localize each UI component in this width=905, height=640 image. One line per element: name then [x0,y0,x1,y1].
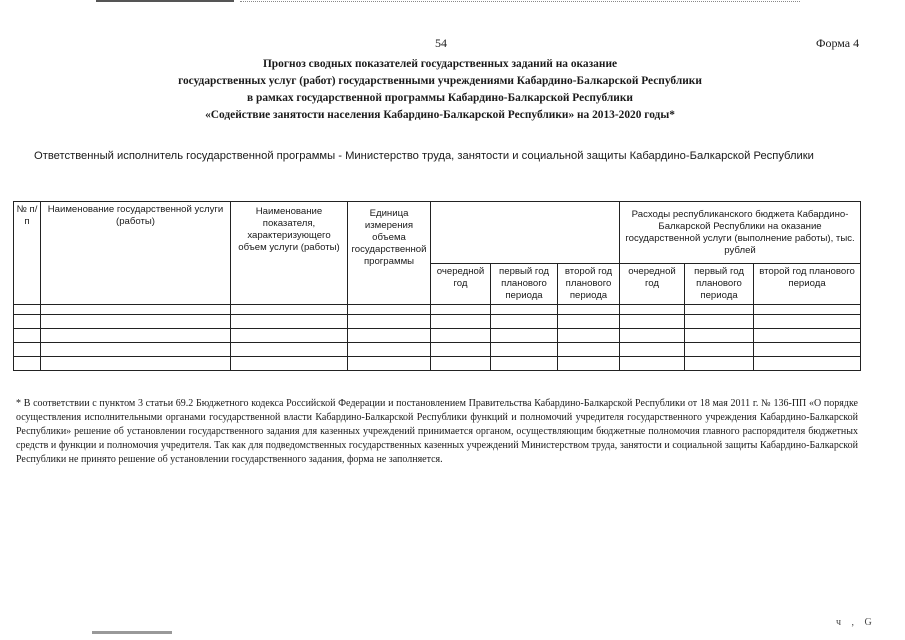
table-cell [491,343,558,357]
form-label: Форма 4 [816,36,860,50]
title-line-3: в рамках государственной программы Кабардино-Балкарской Республики [247,92,633,104]
table-cell [431,343,491,357]
table-cell [348,305,431,315]
table-cell [348,357,431,371]
table-header-row-1 [14,202,861,264]
header-unit: Единица измерения объема государственной программы [348,202,431,305]
table-cell [41,305,231,315]
table-cell [41,343,231,357]
header-indicator-name: Наименование показателя, характеризующего объем услуги (работы) [231,202,348,305]
table-cell [685,315,754,329]
table-cell [431,305,491,315]
table-cell [431,357,491,371]
table-cell [14,305,41,315]
table-cell [14,315,41,329]
table-cell [754,305,861,315]
table-cell [14,343,41,357]
header-volume-group [431,202,620,264]
table-cell [558,305,620,315]
header-expense-first-plan-year: первый год планового периода [685,264,754,305]
table-cell [754,357,861,371]
header-expense-current-year: очередной год [620,264,685,305]
header-volume-current-year: очередной год [431,264,491,305]
header-volume-second-plan-year: второй год планового периода [558,264,620,305]
table-row [14,329,861,343]
table-cell [41,329,231,343]
table-cell [231,305,348,315]
title-line-4: «Содействие занятости населения Кабардино-Балкарской Республики» на 2013-2020 годы* [205,109,675,121]
scan-artifact-smudge [92,631,172,634]
table-cell [685,343,754,357]
table-cell [231,343,348,357]
header-volume-first-plan-year: первый год планового периода [491,264,558,305]
table-cell [558,343,620,357]
table-cell [231,315,348,329]
table-cell [491,315,558,329]
table-cell [754,329,861,343]
table-cell [14,329,41,343]
table-cell [754,343,861,357]
header-expense-second-plan-year: второй год планового периода [754,264,861,305]
table-cell [685,357,754,371]
table-row [14,315,861,329]
table-cell [431,315,491,329]
table-cell [41,357,231,371]
table-row [14,357,861,371]
table-row [14,343,861,357]
table-cell [620,329,685,343]
table-cell [231,329,348,343]
scan-artifact-line [96,0,234,2]
table-cell [558,315,620,329]
table-cell [620,343,685,357]
document-title [120,56,760,124]
header-num: № п/п [14,202,41,305]
table-cell [348,343,431,357]
table-cell [620,357,685,371]
table-cell [491,357,558,371]
table-cell [491,305,558,315]
table-cell [431,329,491,343]
header-expenses-group: Расходы республиканского бюджета Кабардино-Балкарской Республики на оказание государственной услуги (выполнение работы), тыс. рублей [620,202,861,264]
scan-artifact-dotted-line [240,1,800,2]
table-cell [558,329,620,343]
table-cell [620,315,685,329]
responsible-executor-text: Ответственный исполнитель государственной программы - Министерство труда, занятости и социальной защиты Кабардино-Балкарской Республики [34,150,814,162]
table-cell [685,329,754,343]
table-cell [558,357,620,371]
header-service-name: Наименование государственной услуги (работы) [41,202,231,305]
title-line-1: Прогноз сводных показателей государственных заданий на оказание [262,58,618,70]
table-cell [348,315,431,329]
table-cell [491,329,558,343]
table-cell [685,305,754,315]
table-cell [348,329,431,343]
table-cell [754,315,861,329]
table-row [14,305,861,315]
indicators-table [13,201,861,371]
page-number: 54 [435,36,447,50]
scan-mark: ч , G [836,617,876,628]
footnote: * В соответствии с пунктом 3 статьи 69.2 Бюджетного кодекса Российской Федерации и постановлением Правительства Кабардино-Балкарской Республики от 18 мая 2011 г. № 136-ПП «О порядке осуществления исполнительными органами государственной власти Кабардино-Балкарской Республики функций и полномочий учредителя государственного учреждения Кабардино-Балкарской Республики» решение об установлении государственного задания для казенных учреждений принимается органом, осуществляющим бюджетные полномочия главного распорядителя бюджетных средств и функции и полномочия учредителя. Так как для подведомственных государственных казенных учреждений Министерством труда, занятости и социальной защиты Кабардино-Балкарской Республики не принято решение об установлении государственного задания, форма не заполняется. [16,398,858,465]
table-cell [41,315,231,329]
table-cell [14,357,41,371]
table-cell [231,357,348,371]
table-cell [620,305,685,315]
title-line-2: государственных услуг (работ) государственными учреждениями Кабардино-Балкарской Республики [178,75,702,87]
